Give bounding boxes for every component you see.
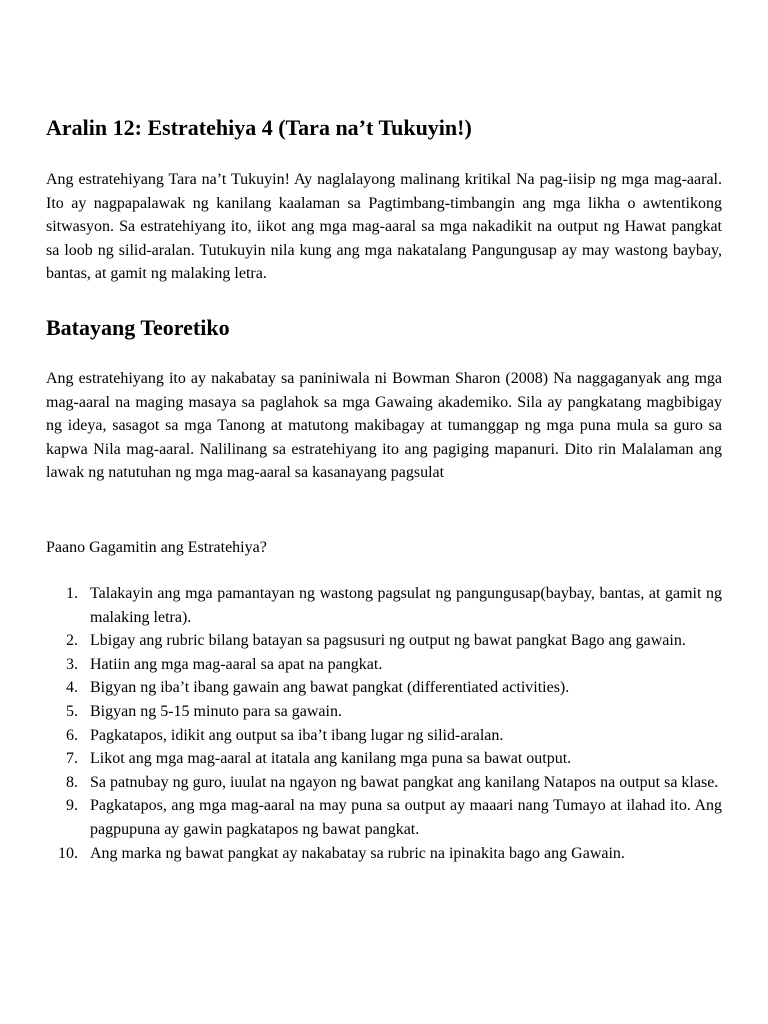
list-item-text: Hatiin ang mga mag-aaral sa apat na pangkat.: [90, 655, 383, 673]
list-item-text: Lbigay ang rubric bilang batayan sa pagsusuri ng output ng bawat pangkat Bago ang gawain.: [90, 632, 686, 650]
section-heading: Batayang Teoretiko: [46, 315, 230, 340]
list-item-number: 5.: [66, 702, 78, 720]
list-item: [46, 700, 722, 724]
list-item-number: 10.: [58, 844, 78, 862]
list-item-number: 7.: [66, 750, 78, 768]
steps-list: [46, 582, 722, 865]
list-item-text: Likot ang mga mag-aaral at itatala ang kanilang mga puna sa bawat output.: [90, 750, 572, 768]
list-item-number: 1.: [66, 585, 78, 602]
list-item-number: 4.: [66, 679, 78, 697]
howto-label: Paano Gagamitin ang Estratehiya?: [46, 539, 267, 556]
list-item-text: Sa patnubay ng guro, iuulat na ngayon ng bawat pangkat ang kanilang Natapos na output sa klase.: [90, 773, 719, 791]
list-item: [46, 842, 722, 866]
list-item-number: 3.: [66, 655, 78, 673]
intro-paragraph: Ang estratehiyang Tara na’t Tukuyin! Ay naglalayong malinang kritikal Na pag-iisip ng mga mag-aaral. Ito ay nagpapalawak ng kanilang kaalaman sa Pagtimbang-timbangin ang mga likha o awtentikong sitwasyon. Sa estratehiyang ito, iikot ang mga mag-aaral sa mga nakadikit na output ng Hawat pangkat sa loob ng silid-aralan. Tutukuyin nila kung ang mga nakatalang Pangungusap ay may wastong baybay, bantas, at gamit ng malaking letra.: [46, 171, 722, 283]
list-item: [46, 724, 722, 748]
list-item-text: Pagkatapos, ang mga mag-aaral na may puna sa output ay maaari nang Tumayo at ilahad ito. Ang pagpupuna ay gawin pagkatapos ng bawat pangkat.: [90, 797, 722, 838]
list-item: [46, 676, 722, 700]
list-item: [46, 771, 722, 795]
list-item: [46, 629, 722, 653]
list-item-number: 9.: [66, 797, 78, 815]
list-item-number: 8.: [66, 773, 78, 791]
list-item-text: Bigyan ng iba’t ibang gawain ang bawat pangkat (differentiated activities).: [90, 679, 570, 697]
list-item-text: Talakayin ang mga pamantayan ng wastong pagsulat ng pangungusap(baybay, bantas, at gamit ng malaking letra).: [90, 585, 722, 626]
list-item: [46, 582, 722, 629]
list-item-text: Pagkatapos, idikit ang output sa iba’t ibang lugar ng silid-aralan.: [90, 726, 504, 744]
lesson-title: Aralin 12: Estratehiya 4 (Tara na’t Tukuyin!): [46, 115, 472, 140]
list-item-text: Ang marka ng bawat pangkat ay nakabatay sa rubric na ipinakita bago ang Gawain.: [90, 844, 625, 862]
list-item-number: 6.: [66, 726, 78, 744]
list-item: [46, 653, 722, 677]
list-item-text: Bigyan ng 5-15 minuto para sa gawain.: [90, 702, 342, 720]
list-item-number: 2.: [66, 632, 78, 650]
list-item: [46, 794, 722, 841]
list-item: [46, 747, 722, 771]
theory-paragraph: Ang estratehiyang ito ay nakabatay sa paniniwala ni Bowman Sharon (2008) Na naggaganyak ang mga mag-aaral na maging masaya sa paglahok sa mga Gawaing akademiko. Sila ay pangkatang magbibigay ng ideya, sasagot sa mga Tanong at matutong makibagay at tumanggap ng mga puna mula sa guro sa kapwa Nila mag-aaral. Nalilinang sa estratehiyang ito ang pagiging mapanuri. Dito rin Malalaman ang lawak ng natutuhan ng mga mag-aaral sa kasanayang pagsulat: [46, 370, 722, 482]
